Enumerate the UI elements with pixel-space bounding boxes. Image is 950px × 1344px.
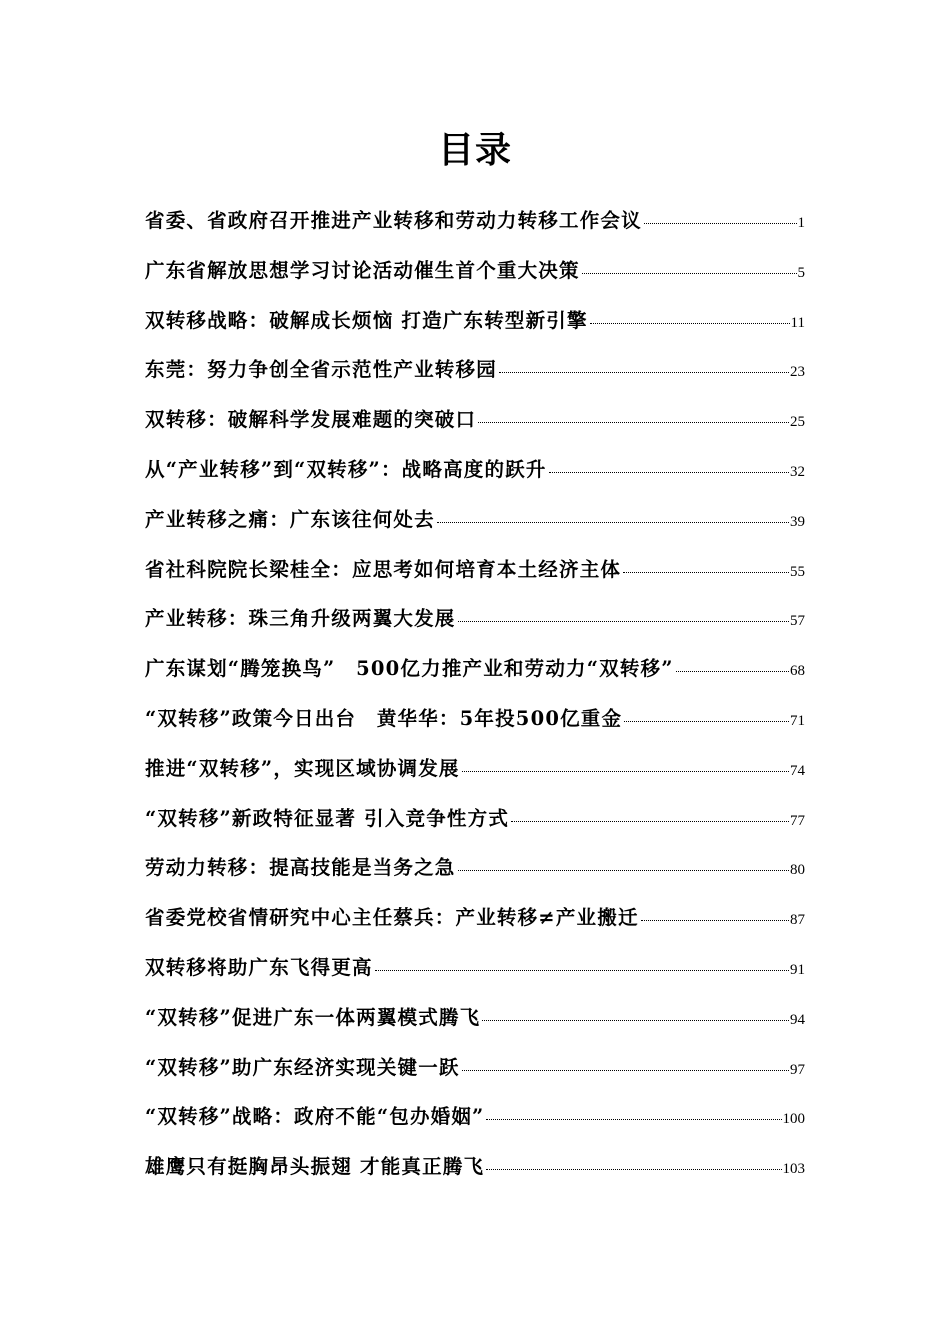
toc-entry-title: 省委、省政府召开推进产业转移和劳动力转移工作会议 [145, 209, 642, 232]
toc-entry-title: 广东省解放思想学习讨论活动催生首个重大决策 [145, 258, 580, 282]
toc-leader-dots [458, 621, 789, 622]
toc-entry-title: “双转移”新政特征显著 引入竞争性方式 [145, 806, 510, 830]
toc-entry-title: 双转移将助广东飞得更高 [145, 955, 373, 979]
toc-leader-dots [482, 1020, 789, 1021]
toc-entry[interactable] [145, 950, 805, 1000]
toc-entry[interactable] [145, 452, 805, 502]
toc-page-number: 87 [790, 912, 805, 929]
toc-entry[interactable] [145, 651, 805, 701]
toc-leader-dots [499, 372, 789, 373]
toc-page-number: 11 [790, 314, 805, 331]
toc-page-number: 103 [782, 1161, 805, 1178]
toc-entry-title: “双转移”战略：政府不能“包办婚姻” [145, 1105, 485, 1129]
toc-page-number: 71 [790, 712, 805, 729]
page-title: 目录 [437, 130, 512, 171]
toc-leader-dots [462, 1070, 789, 1071]
toc-entry-title: “双转移”政策今日出台 黄华华：5年投500亿重金 [145, 706, 623, 730]
toc-page-number: 77 [790, 812, 805, 829]
toc-entry[interactable] [145, 303, 805, 353]
toc-page-number: 94 [790, 1011, 805, 1028]
toc-entry[interactable] [145, 900, 805, 950]
toc-leader-dots [462, 771, 789, 772]
toc-entry-title: “双转移”促进广东一体两翼模式腾飞 [145, 1005, 481, 1029]
toc-page-number: 80 [790, 862, 805, 879]
table-of-contents [145, 203, 805, 1199]
toc-leader-dots [478, 422, 789, 423]
toc-entry-title: 从“产业转移”到“双转移”：战略高度的跃升 [145, 457, 547, 481]
toc-page-number: 55 [790, 563, 805, 580]
toc-leader-dots [644, 223, 797, 224]
toc-entry-title: 产业转移之痛：广东该往何处去 [145, 507, 435, 531]
toc-leader-dots [511, 821, 789, 822]
toc-leader-dots [549, 472, 789, 473]
toc-entry[interactable] [145, 1099, 805, 1149]
toc-leader-dots [641, 920, 789, 921]
toc-page-number: 23 [790, 364, 805, 381]
toc-entry[interactable] [145, 502, 805, 552]
toc-entry[interactable] [145, 1050, 805, 1100]
toc-entry[interactable] [145, 701, 805, 751]
toc-entry[interactable] [145, 253, 805, 303]
toc-entry[interactable] [145, 352, 805, 402]
toc-entry[interactable] [145, 1000, 805, 1050]
toc-entry-title: 东莞：努力争创全省示范性产业转移园 [145, 358, 497, 382]
toc-entry-title: 劳动力转移：提高技能是当务之急 [145, 856, 456, 880]
toc-page-number: 32 [790, 463, 805, 480]
toc-entry-title: 雄鹰只有挺胸昂头振翅 才能真正腾飞 [145, 1155, 485, 1179]
toc-page-number: 57 [790, 613, 805, 630]
toc-leader-dots [676, 671, 789, 672]
toc-page-number: 1 [797, 215, 805, 231]
toc-entry[interactable] [145, 1149, 805, 1199]
toc-leader-dots [582, 273, 797, 274]
toc-leader-dots [590, 323, 790, 324]
toc-entry[interactable] [145, 552, 805, 602]
toc-entry[interactable] [145, 850, 805, 900]
toc-page-number: 39 [790, 513, 805, 530]
toc-page-number: 74 [790, 762, 805, 779]
toc-entry-title: 广东谋划“腾笼换鸟” 500亿力推产业和劳动力“双转移” [145, 657, 674, 681]
toc-entry[interactable] [145, 751, 805, 801]
toc-page-number: 97 [790, 1061, 805, 1078]
toc-leader-dots [375, 970, 789, 971]
toc-entry-title: 双转移战略：破解成长烦恼 打造广东转型新引擎 [145, 308, 588, 332]
toc-page-number: 91 [790, 961, 805, 978]
toc-leader-dots [623, 572, 789, 573]
toc-leader-dots [458, 870, 789, 871]
toc-entry-title: 省社科院院长梁桂全：应思考如何培育本土经济主体 [145, 557, 622, 581]
toc-entry-title: “双转移”助广东经济实现关键一跃 [145, 1055, 460, 1079]
toc-leader-dots [624, 721, 789, 722]
toc-entry-title: 省委党校省情研究中心主任蔡兵：产业转移≠产业搬迁 [145, 906, 639, 930]
toc-leader-dots [437, 522, 789, 523]
toc-entry-title: 产业转移：珠三角升级两翼大发展 [145, 607, 456, 631]
toc-leader-dots [486, 1169, 781, 1170]
toc-page-number: 25 [790, 414, 805, 431]
toc-entry-title: 推进“双转移”，实现区域协调发展 [145, 756, 460, 780]
toc-entry[interactable] [145, 203, 805, 253]
toc-entry[interactable] [145, 601, 805, 651]
toc-entry-title: 双转移：破解科学发展难题的突破口 [145, 408, 477, 432]
toc-leader-dots [486, 1119, 781, 1120]
toc-page-number: 100 [782, 1111, 805, 1128]
toc-entry[interactable] [145, 801, 805, 851]
toc-page-number: 68 [790, 663, 805, 680]
toc-page-number: 5 [797, 264, 805, 281]
toc-entry[interactable] [145, 402, 805, 452]
